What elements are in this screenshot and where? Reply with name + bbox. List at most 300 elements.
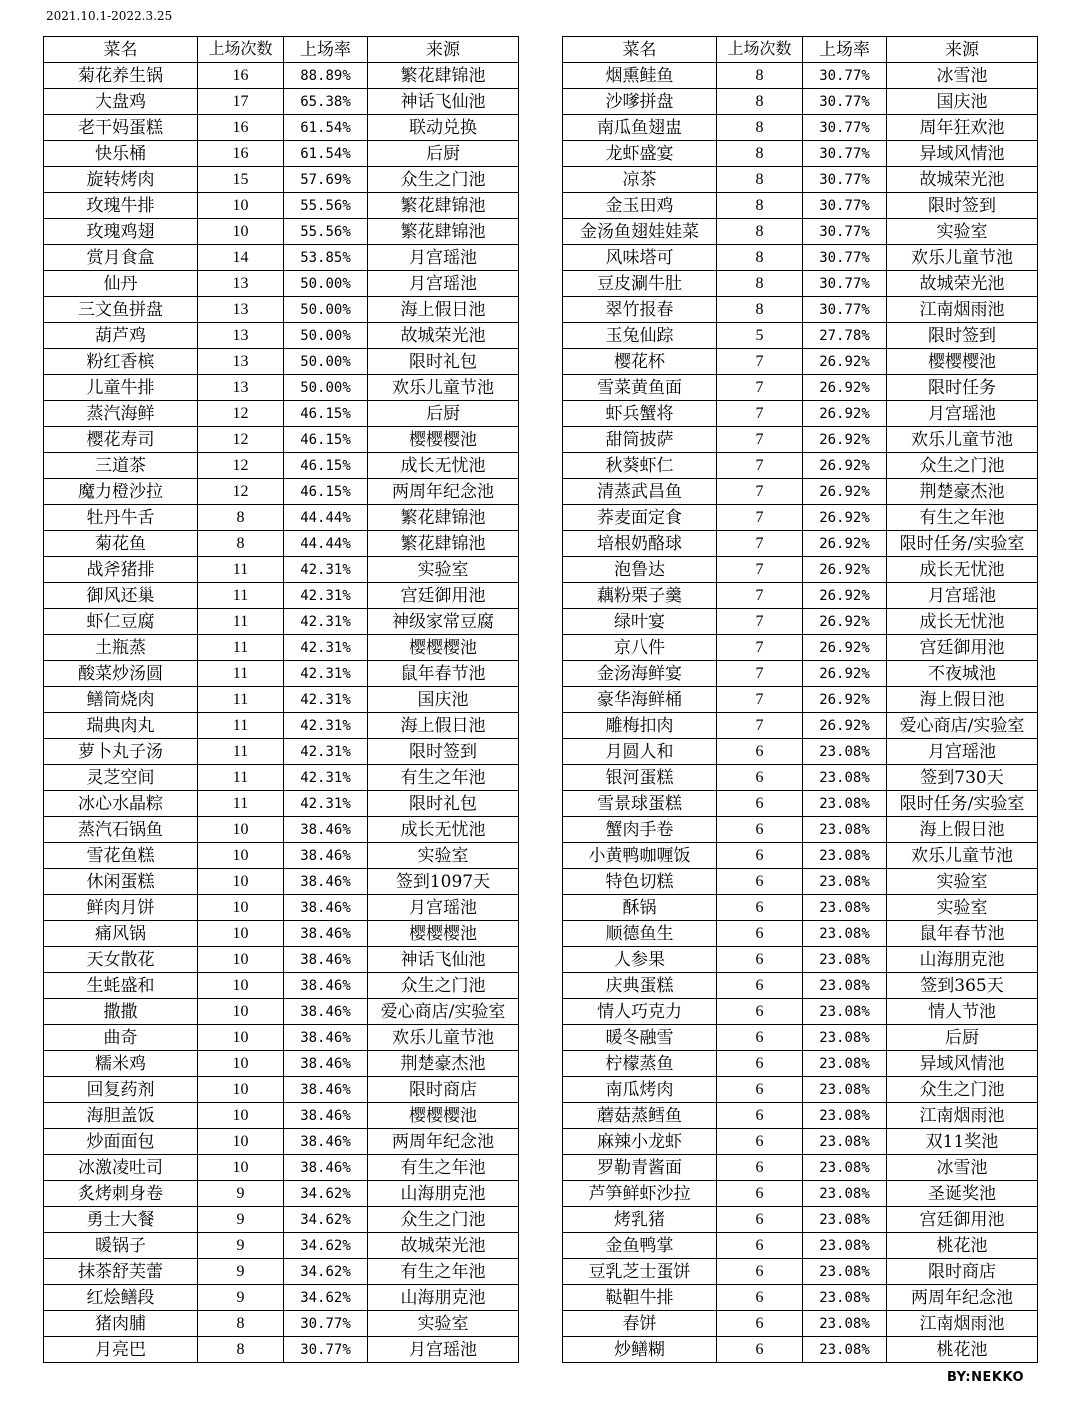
source-cell: 签到1097天 — [368, 869, 519, 895]
source-cell: 圣诞奖池 — [887, 1181, 1038, 1207]
dish-name-cell: 人参果 — [563, 947, 717, 973]
dish-name-cell: 风味塔可 — [563, 245, 717, 271]
table-row — [563, 1025, 1038, 1051]
count-cell: 7 — [717, 375, 803, 401]
rate-cell: 88.89% — [284, 63, 368, 89]
count-cell: 7 — [717, 479, 803, 505]
table-row — [44, 687, 519, 713]
source-cell: 后厨 — [368, 141, 519, 167]
rate-cell: 42.31% — [284, 791, 368, 817]
table-row — [44, 1311, 519, 1337]
dish-name-cell: 小黄鸭咖喱饭 — [563, 843, 717, 869]
table-row — [44, 1181, 519, 1207]
dish-name-cell: 休闲蛋糕 — [44, 869, 198, 895]
source-cell: 繁花肆锦池 — [368, 63, 519, 89]
dish-name-cell: 金汤鱼翅娃娃菜 — [563, 219, 717, 245]
count-cell: 8 — [198, 505, 284, 531]
table-row — [44, 219, 519, 245]
rate-cell: 26.92% — [803, 531, 887, 557]
table-row — [563, 505, 1038, 531]
dish-name-cell: 御风还巢 — [44, 583, 198, 609]
source-cell: 江南烟雨池 — [887, 1103, 1038, 1129]
table-row — [44, 1077, 519, 1103]
table-row — [563, 609, 1038, 635]
source-cell: 欢乐儿童节池 — [368, 1025, 519, 1051]
rate-cell: 42.31% — [284, 661, 368, 687]
count-cell: 8 — [198, 1337, 284, 1363]
dish-name-cell: 海胆盖饭 — [44, 1103, 198, 1129]
count-cell: 6 — [717, 843, 803, 869]
count-cell: 12 — [198, 479, 284, 505]
count-cell: 13 — [198, 349, 284, 375]
source-cell: 限时签到 — [887, 193, 1038, 219]
count-cell: 8 — [717, 219, 803, 245]
source-cell: 故城荣光池 — [887, 167, 1038, 193]
dish-name-cell: 罗勒青酱面 — [563, 1155, 717, 1181]
dish-name-cell: 天女散花 — [44, 947, 198, 973]
source-cell: 实验室 — [887, 219, 1038, 245]
source-cell: 成长无忧池 — [368, 817, 519, 843]
count-cell: 16 — [198, 141, 284, 167]
rate-cell: 50.00% — [284, 271, 368, 297]
dish-name-cell: 老干妈蛋糕 — [44, 115, 198, 141]
dish-name-cell: 培根奶酪球 — [563, 531, 717, 557]
count-cell: 10 — [198, 947, 284, 973]
count-cell: 6 — [717, 1207, 803, 1233]
rate-cell: 55.56% — [284, 219, 368, 245]
count-cell: 13 — [198, 323, 284, 349]
dish-name-cell: 雕梅扣肉 — [563, 713, 717, 739]
source-cell: 有生之年池 — [368, 765, 519, 791]
rate-cell: 38.46% — [284, 947, 368, 973]
count-cell: 15 — [198, 167, 284, 193]
count-cell: 8 — [198, 1311, 284, 1337]
dish-name-cell: 糯米鸡 — [44, 1051, 198, 1077]
rate-cell: 34.62% — [284, 1181, 368, 1207]
dish-name-cell: 冰心水晶粽 — [44, 791, 198, 817]
table-row — [563, 115, 1038, 141]
count-cell: 10 — [198, 1155, 284, 1181]
table-row — [44, 323, 519, 349]
rate-cell: 26.92% — [803, 349, 887, 375]
count-cell: 6 — [717, 895, 803, 921]
count-cell: 8 — [198, 531, 284, 557]
table-row — [563, 245, 1038, 271]
dish-name-cell: 樱花杯 — [563, 349, 717, 375]
source-cell: 众生之门池 — [887, 453, 1038, 479]
count-cell: 6 — [717, 1103, 803, 1129]
dish-name-cell: 金玉田鸡 — [563, 193, 717, 219]
table-row — [44, 661, 519, 687]
table-row — [44, 843, 519, 869]
dish-name-cell: 春饼 — [563, 1311, 717, 1337]
count-cell: 6 — [717, 947, 803, 973]
table-row — [563, 765, 1038, 791]
table-row — [44, 973, 519, 999]
source-cell: 海上假日池 — [887, 817, 1038, 843]
count-cell: 6 — [717, 1051, 803, 1077]
rate-cell: 38.46% — [284, 869, 368, 895]
source-cell: 后厨 — [368, 401, 519, 427]
rate-cell: 26.92% — [803, 609, 887, 635]
count-cell: 13 — [198, 375, 284, 401]
count-cell: 10 — [198, 869, 284, 895]
source-cell: 有生之年池 — [887, 505, 1038, 531]
header-count: 上场次数 — [198, 37, 284, 63]
rate-cell: 23.08% — [803, 1051, 887, 1077]
count-cell: 10 — [198, 1051, 284, 1077]
source-cell: 众生之门池 — [368, 1207, 519, 1233]
rate-cell: 34.62% — [284, 1259, 368, 1285]
dish-name-cell: 炒鳝糊 — [563, 1337, 717, 1363]
dish-name-cell: 秋葵虾仁 — [563, 453, 717, 479]
source-cell: 限时任务 — [887, 375, 1038, 401]
source-cell: 荆楚豪杰池 — [368, 1051, 519, 1077]
dish-name-cell: 虾兵蟹将 — [563, 401, 717, 427]
source-cell: 有生之年池 — [368, 1155, 519, 1181]
rate-cell: 38.46% — [284, 973, 368, 999]
source-cell: 繁花肆锦池 — [368, 531, 519, 557]
source-cell: 月宫瑶池 — [887, 739, 1038, 765]
count-cell: 7 — [717, 505, 803, 531]
rate-cell: 34.62% — [284, 1233, 368, 1259]
rate-cell: 23.08% — [803, 1155, 887, 1181]
count-cell: 11 — [198, 635, 284, 661]
dish-name-cell: 南瓜鱼翅盅 — [563, 115, 717, 141]
count-cell: 7 — [717, 349, 803, 375]
dish-name-cell: 蒸汽海鲜 — [44, 401, 198, 427]
rate-cell: 30.77% — [803, 167, 887, 193]
table-row — [563, 375, 1038, 401]
count-cell: 10 — [198, 999, 284, 1025]
table-row — [44, 479, 519, 505]
table-row — [563, 297, 1038, 323]
dish-name-cell: 猪肉脯 — [44, 1311, 198, 1337]
dish-name-cell: 烟熏鲑鱼 — [563, 63, 717, 89]
table-row — [44, 1285, 519, 1311]
dish-name-cell: 月圆人和 — [563, 739, 717, 765]
table-row — [44, 63, 519, 89]
source-cell: 欢乐儿童节池 — [368, 375, 519, 401]
dish-name-cell: 南瓜烤肉 — [563, 1077, 717, 1103]
count-cell: 7 — [717, 427, 803, 453]
dish-name-cell: 暖冬融雪 — [563, 1025, 717, 1051]
source-cell: 众生之门池 — [368, 167, 519, 193]
source-cell: 限时任务/实验室 — [887, 791, 1038, 817]
count-cell: 11 — [198, 765, 284, 791]
rate-cell: 50.00% — [284, 349, 368, 375]
count-cell: 8 — [717, 115, 803, 141]
count-cell: 6 — [717, 1155, 803, 1181]
count-cell: 10 — [198, 1025, 284, 1051]
rate-cell: 26.92% — [803, 583, 887, 609]
rate-cell: 23.08% — [803, 999, 887, 1025]
rate-cell: 46.15% — [284, 479, 368, 505]
count-cell: 6 — [717, 1077, 803, 1103]
rate-cell: 26.92% — [803, 427, 887, 453]
dish-name-cell: 痛风锅 — [44, 921, 198, 947]
rate-cell: 30.77% — [284, 1337, 368, 1363]
dish-name-cell: 鞑靼牛排 — [563, 1285, 717, 1311]
dish-name-cell: 葫芦鸡 — [44, 323, 198, 349]
table-row — [563, 1207, 1038, 1233]
source-cell: 两周年纪念池 — [887, 1285, 1038, 1311]
source-cell: 山海朋克池 — [368, 1181, 519, 1207]
dish-name-cell: 泡鲁达 — [563, 557, 717, 583]
rate-cell: 55.56% — [284, 193, 368, 219]
source-cell: 月宫瑶池 — [368, 895, 519, 921]
source-cell: 后厨 — [887, 1025, 1038, 1051]
dish-name-cell: 甜筒披萨 — [563, 427, 717, 453]
rate-cell: 26.92% — [803, 661, 887, 687]
header-count: 上场次数 — [717, 37, 803, 63]
author-credit: BY:NEKKO — [946, 1370, 1024, 1385]
count-cell: 8 — [717, 193, 803, 219]
table-row — [563, 817, 1038, 843]
dish-name-cell: 大盘鸡 — [44, 89, 198, 115]
rate-cell: 38.46% — [284, 1025, 368, 1051]
rate-cell: 26.92% — [803, 479, 887, 505]
count-cell: 6 — [717, 921, 803, 947]
rate-cell: 34.62% — [284, 1285, 368, 1311]
source-cell: 月宫瑶池 — [368, 1337, 519, 1363]
count-cell: 16 — [198, 63, 284, 89]
dish-name-cell: 鲜肉月饼 — [44, 895, 198, 921]
table-row — [44, 947, 519, 973]
table-row — [44, 1155, 519, 1181]
rate-cell: 23.08% — [803, 1103, 887, 1129]
dish-name-cell: 鳝筒烧肉 — [44, 687, 198, 713]
dish-name-cell: 红烩鳝段 — [44, 1285, 198, 1311]
source-cell: 鼠年春节池 — [368, 661, 519, 687]
dish-name-cell: 酸菜炒汤圆 — [44, 661, 198, 687]
source-cell: 海上假日池 — [368, 297, 519, 323]
source-cell: 成长无忧池 — [368, 453, 519, 479]
dish-name-cell: 粉红香槟 — [44, 349, 198, 375]
dish-name-cell: 翠竹报春 — [563, 297, 717, 323]
source-cell: 实验室 — [368, 843, 519, 869]
source-cell: 限时签到 — [887, 323, 1038, 349]
source-cell: 两周年纪念池 — [368, 479, 519, 505]
source-cell: 海上假日池 — [887, 687, 1038, 713]
count-cell: 10 — [198, 973, 284, 999]
count-cell: 9 — [198, 1233, 284, 1259]
dish-name-cell: 冰激凌吐司 — [44, 1155, 198, 1181]
rate-cell: 42.31% — [284, 557, 368, 583]
rate-cell: 42.31% — [284, 635, 368, 661]
table-row — [563, 401, 1038, 427]
table-row — [563, 141, 1038, 167]
source-cell: 爱心商店/实验室 — [368, 999, 519, 1025]
count-cell: 7 — [717, 583, 803, 609]
table-row — [563, 323, 1038, 349]
rate-cell: 30.77% — [803, 115, 887, 141]
rate-cell: 30.77% — [803, 271, 887, 297]
dish-name-cell: 荞麦面定食 — [563, 505, 717, 531]
rate-cell: 38.46% — [284, 999, 368, 1025]
dish-name-cell: 虾仁豆腐 — [44, 609, 198, 635]
source-cell: 神级家常豆腐 — [368, 609, 519, 635]
header-row — [44, 37, 519, 63]
dish-name-cell: 凉茶 — [563, 167, 717, 193]
table-row — [563, 739, 1038, 765]
count-cell: 10 — [198, 1077, 284, 1103]
rate-cell: 23.08% — [803, 817, 887, 843]
rate-cell: 44.44% — [284, 505, 368, 531]
dish-name-cell: 蒸汽石锅鱼 — [44, 817, 198, 843]
dish-name-cell: 玉兔仙踪 — [563, 323, 717, 349]
rate-cell: 23.08% — [803, 947, 887, 973]
source-cell: 月宫瑶池 — [368, 245, 519, 271]
table-row — [563, 687, 1038, 713]
dish-name-cell: 雪花鱼糕 — [44, 843, 198, 869]
rate-cell: 38.46% — [284, 843, 368, 869]
table-row — [563, 843, 1038, 869]
table-row — [44, 193, 519, 219]
dish-name-cell: 瑞典肉丸 — [44, 713, 198, 739]
source-cell: 实验室 — [368, 557, 519, 583]
table-row — [563, 63, 1038, 89]
rate-cell: 23.08% — [803, 1285, 887, 1311]
dish-name-cell: 金汤海鲜宴 — [563, 661, 717, 687]
rate-cell: 42.31% — [284, 609, 368, 635]
rate-cell: 23.08% — [803, 1129, 887, 1155]
count-cell: 6 — [717, 1025, 803, 1051]
rate-cell: 26.92% — [803, 557, 887, 583]
rate-cell: 53.85% — [284, 245, 368, 271]
table-row — [563, 479, 1038, 505]
count-cell: 8 — [717, 245, 803, 271]
dish-name-cell: 生蚝盛和 — [44, 973, 198, 999]
table-row — [563, 427, 1038, 453]
table-row — [563, 1259, 1038, 1285]
source-cell: 不夜城池 — [887, 661, 1038, 687]
source-cell: 签到365天 — [887, 973, 1038, 999]
table-row — [44, 375, 519, 401]
dish-name-cell: 藕粉栗子羹 — [563, 583, 717, 609]
source-cell: 神话飞仙池 — [368, 89, 519, 115]
dish-name-cell: 柠檬蒸鱼 — [563, 1051, 717, 1077]
table-row — [44, 817, 519, 843]
count-cell: 12 — [198, 453, 284, 479]
rate-cell: 50.00% — [284, 297, 368, 323]
dish-name-cell: 顺德鱼生 — [563, 921, 717, 947]
rate-cell: 26.92% — [803, 635, 887, 661]
rate-cell: 23.08% — [803, 895, 887, 921]
source-cell: 欢乐儿童节池 — [887, 427, 1038, 453]
rate-cell: 30.77% — [803, 141, 887, 167]
rate-cell: 38.46% — [284, 1077, 368, 1103]
dish-name-cell: 赏月食盒 — [44, 245, 198, 271]
count-cell: 10 — [198, 895, 284, 921]
dish-name-cell: 庆典蛋糕 — [563, 973, 717, 999]
source-cell: 桃花池 — [887, 1337, 1038, 1363]
dish-name-cell: 勇士大餐 — [44, 1207, 198, 1233]
source-cell: 故城荣光池 — [887, 271, 1038, 297]
dish-name-cell: 仙丹 — [44, 271, 198, 297]
source-cell: 繁花肆锦池 — [368, 193, 519, 219]
source-cell: 限时礼包 — [368, 791, 519, 817]
table-row — [563, 219, 1038, 245]
table-row — [44, 453, 519, 479]
source-cell: 限时商店 — [887, 1259, 1038, 1285]
dish-name-cell: 炒面面包 — [44, 1129, 198, 1155]
source-cell: 故城荣光池 — [368, 1233, 519, 1259]
source-cell: 鼠年春节池 — [887, 921, 1038, 947]
source-cell: 宫廷御用池 — [368, 583, 519, 609]
count-cell: 11 — [198, 687, 284, 713]
dish-table-right — [562, 36, 1038, 1363]
count-cell: 7 — [717, 687, 803, 713]
dish-name-cell: 萝卜丸子汤 — [44, 739, 198, 765]
table-row — [44, 1233, 519, 1259]
source-cell: 月宫瑶池 — [887, 583, 1038, 609]
count-cell: 10 — [198, 193, 284, 219]
source-cell: 联动兑换 — [368, 115, 519, 141]
count-cell: 12 — [198, 401, 284, 427]
count-cell: 7 — [717, 557, 803, 583]
rate-cell: 30.77% — [803, 219, 887, 245]
table-row — [44, 583, 519, 609]
count-cell: 13 — [198, 271, 284, 297]
count-cell: 7 — [717, 453, 803, 479]
dish-name-cell: 儿童牛排 — [44, 375, 198, 401]
source-cell: 神话飞仙池 — [368, 947, 519, 973]
count-cell: 10 — [198, 843, 284, 869]
table-row — [563, 1337, 1038, 1363]
table-row — [44, 609, 519, 635]
count-cell: 6 — [717, 817, 803, 843]
rate-cell: 23.08% — [803, 1337, 887, 1363]
source-cell: 双11奖池 — [887, 1129, 1038, 1155]
table-row — [563, 271, 1038, 297]
source-cell: 海上假日池 — [368, 713, 519, 739]
count-cell: 7 — [717, 401, 803, 427]
rate-cell: 38.46% — [284, 1129, 368, 1155]
rate-cell: 30.77% — [284, 1311, 368, 1337]
table-row — [563, 557, 1038, 583]
source-cell: 江南烟雨池 — [887, 297, 1038, 323]
count-cell: 8 — [717, 271, 803, 297]
rate-cell: 38.46% — [284, 895, 368, 921]
source-cell: 有生之年池 — [368, 1259, 519, 1285]
rate-cell: 26.92% — [803, 687, 887, 713]
dish-name-cell: 暖锅子 — [44, 1233, 198, 1259]
dish-name-cell: 豆皮涮牛肚 — [563, 271, 717, 297]
rate-cell: 30.77% — [803, 245, 887, 271]
dish-name-cell: 金鱼鸭掌 — [563, 1233, 717, 1259]
count-cell: 9 — [198, 1259, 284, 1285]
rate-cell: 23.08% — [803, 739, 887, 765]
table-row — [44, 1025, 519, 1051]
source-cell: 荆楚豪杰池 — [887, 479, 1038, 505]
rate-cell: 23.08% — [803, 1311, 887, 1337]
count-cell: 6 — [717, 1259, 803, 1285]
dish-table-left — [43, 36, 519, 1363]
count-cell: 6 — [717, 999, 803, 1025]
rate-cell: 26.92% — [803, 401, 887, 427]
rate-cell: 23.08% — [803, 1025, 887, 1051]
source-cell: 实验室 — [887, 869, 1038, 895]
source-cell: 繁花肆锦池 — [368, 219, 519, 245]
dish-name-cell: 三文鱼拼盘 — [44, 297, 198, 323]
source-cell: 樱樱樱池 — [887, 349, 1038, 375]
dish-name-cell: 麻辣小龙虾 — [563, 1129, 717, 1155]
dish-name-cell: 旋转烤肉 — [44, 167, 198, 193]
dish-name-cell: 清蒸武昌鱼 — [563, 479, 717, 505]
source-cell: 樱樱樱池 — [368, 1103, 519, 1129]
source-cell: 成长无忧池 — [887, 609, 1038, 635]
